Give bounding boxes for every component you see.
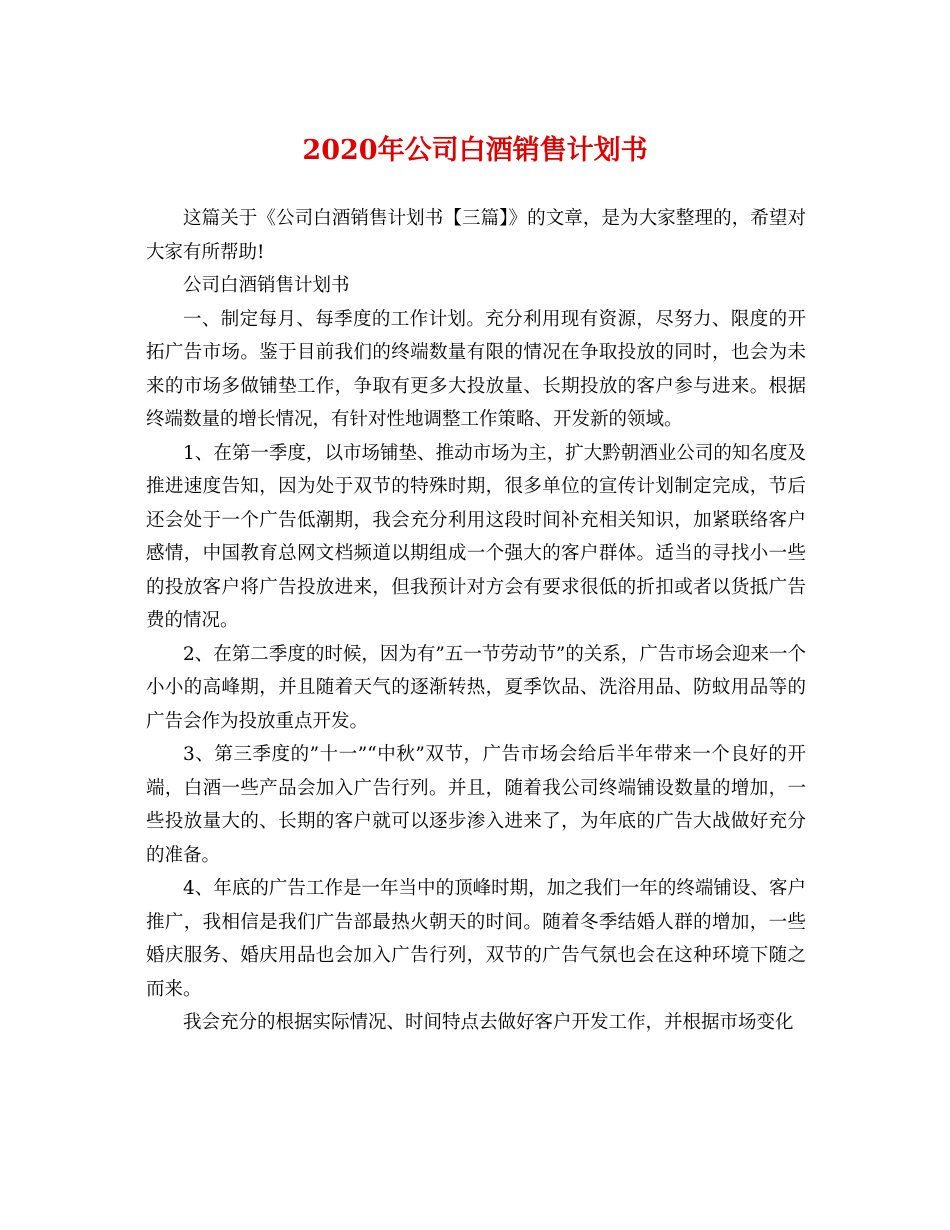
paragraph-plan-overview: 一、制定每月、每季度的工作计划。充分利用现有资源，尽努力、限度的开拓广告市场。鉴于目前我们的终端数量有限的情况在争取投放的同时，也会为未来的市场多做铺垫工作，争取有更多大投放量、长期投放的客户参与进来。根据终端数量的增长情况，有针对性地调整工作策略、开发新的领域。 <box>146 308 806 430</box>
document-title: 2020年公司白酒销售计划书 <box>302 135 648 166</box>
document-body <box>146 202 806 1040</box>
paragraph-closing: 我会充分的根据实际情况、时间特点去做好客户开发工作，并根据市场变化 <box>183 1012 794 1033</box>
paragraph-intro: 这篇关于《公司白酒销售计划书【三篇】》的文章，是为大家整理的，希望对大家有所帮助! <box>146 208 806 263</box>
paragraph-heading: 公司白酒销售计划书 <box>183 275 350 296</box>
paragraph-quarter-1: 1、在第一季度，以市场铺垫、推动市场为主，扩大黔朝酒业公司的知名度及推进速度告知，因为处于双节的特殊时期，很多单位的宣传计划制定完成，节后还会处于一个广告低潮期，我会充分利用这段时间补充相关知识，加紧联络客户感情，中国教育总网文档频道以期组成一个强大的客户群体。适当的寻找小一些的投放客户将广告投放进来，但我预计对方会有要求很低的折扣或者以货抵广告费的情况。 <box>146 442 806 631</box>
paragraph-quarter-3: 3、第三季度的”十一”“中秋”双节，广告市场会给后半年带来一个良好的开端，白酒一些产品会加入广告行列。并且，随着我公司终端铺设数量的增加，一些投放量大的、长期的客户就可以逐步渗入进来了，为年底的广告大战做好充分的准备。 <box>146 744 806 866</box>
paragraph-quarter-4: 4、年底的广告工作是一年当中的顶峰时期，加之我们一年的终端铺设、客户推广，我相信是我们广告部最热火朝天的时间。随着冬季结婚人群的增加，一些婚庆服务、婚庆用品也会加入广告行列，双节的广告气氛也会在这种环境下随之而来。 <box>146 878 806 1000</box>
paragraph-quarter-2: 2、在第二季度的时候，因为有”五一节劳动节”的关系，广告市场会迎来一个小小的高峰期，并且随着天气的逐渐转热，夏季饮品、洗浴用品、防蚊用品等的广告会作为投放重点开发。 <box>146 643 806 732</box>
